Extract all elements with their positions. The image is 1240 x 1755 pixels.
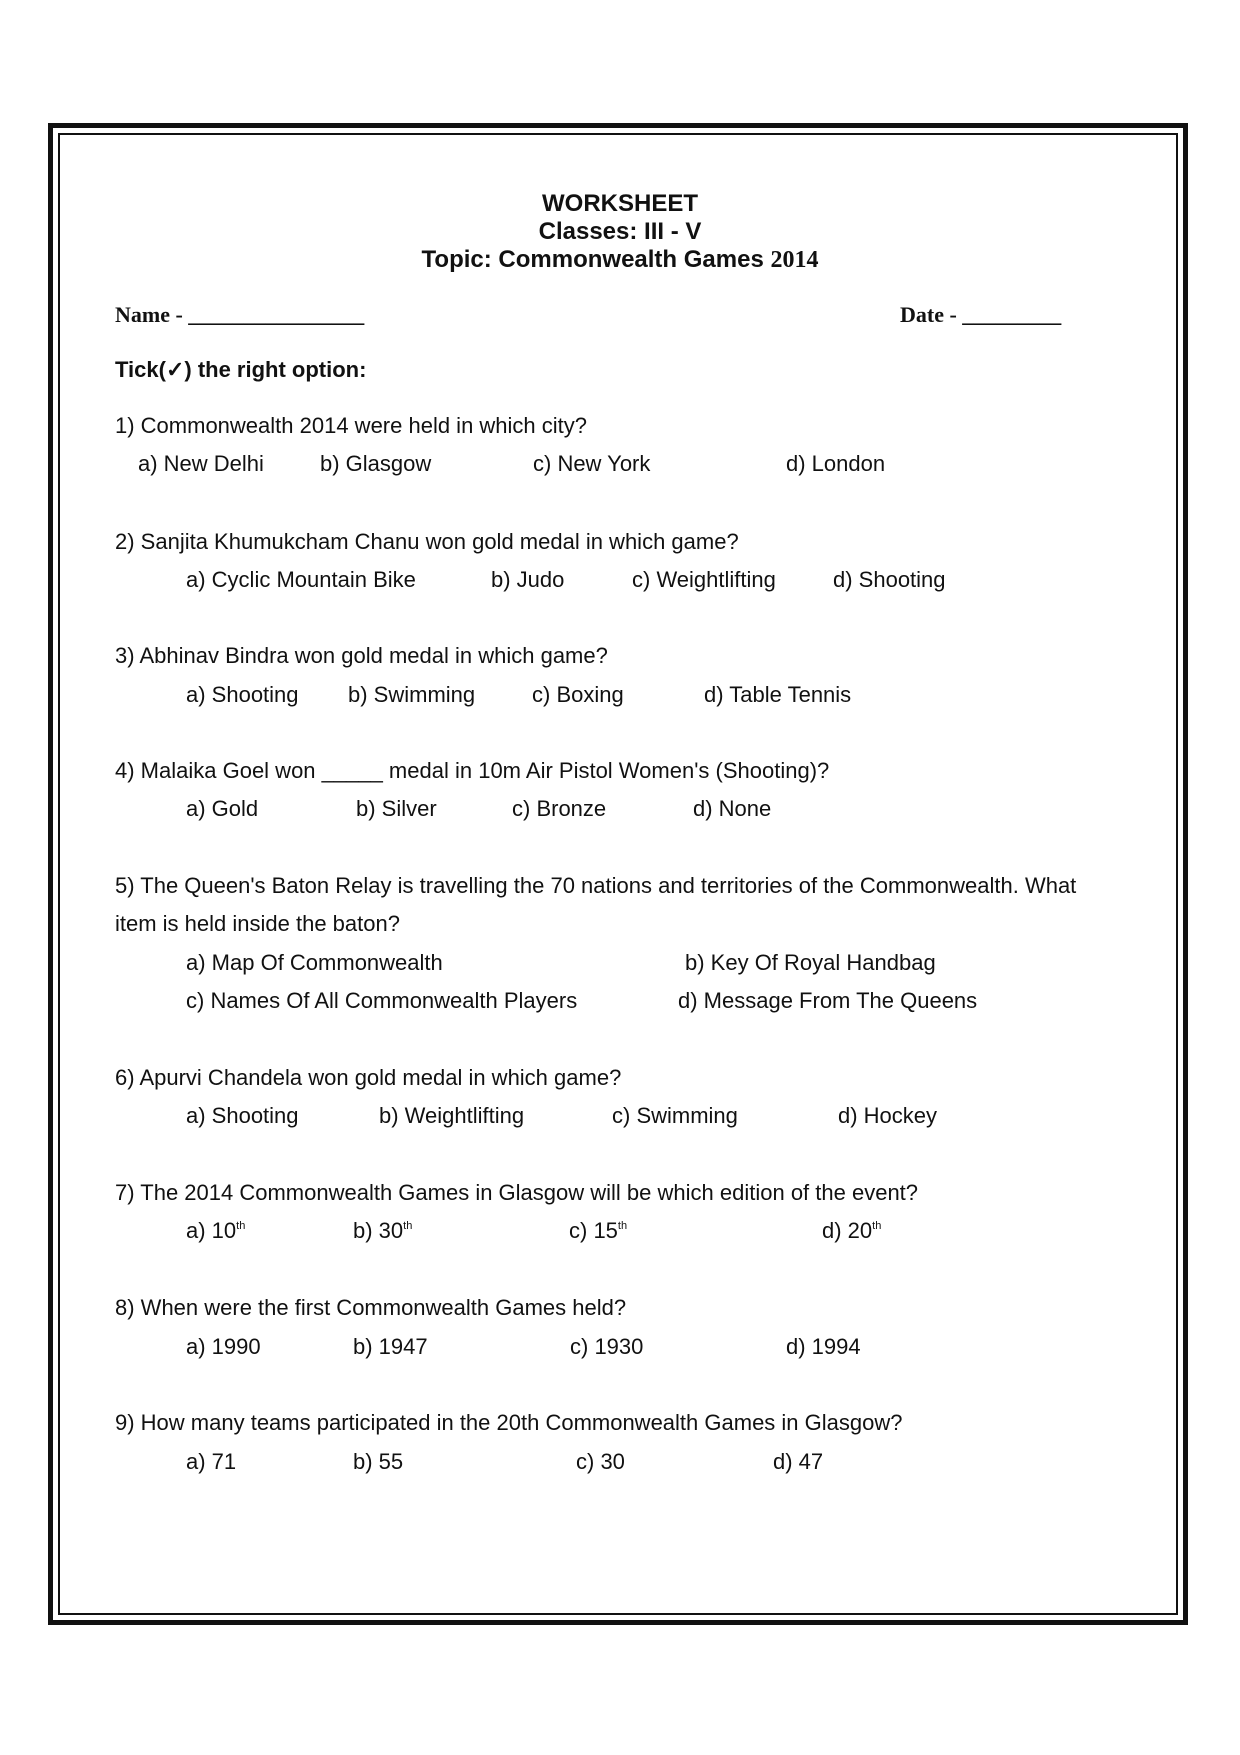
question-5: 5) The Queen's Baton Relay is travelling the 70 nations and territories of the Commonwealth. What xyxy=(115,873,1077,898)
q3-option-d[interactable]: d) Table Tennis xyxy=(704,682,852,707)
q1-option-c[interactable]: c) New York xyxy=(533,451,651,476)
q7-option-a-suffix: th xyxy=(236,1220,246,1232)
q7-option-d-label: d) 20 xyxy=(822,1218,873,1243)
q7-option-d[interactable] xyxy=(822,1218,881,1244)
q6-option-b[interactable]: b) Weightlifting xyxy=(379,1103,525,1128)
q5-option-a[interactable]: a) Map Of Commonwealth xyxy=(186,950,443,975)
q5-option-b[interactable]: b) Key Of Royal Handbag xyxy=(685,950,936,975)
q8-option-c[interactable]: c) 1930 xyxy=(570,1334,644,1359)
q8-option-a[interactable]: a) 1990 xyxy=(186,1334,261,1359)
q9-option-c[interactable]: c) 30 xyxy=(576,1449,625,1474)
question-6: 6) Apurvi Chandela won gold medal in which game? xyxy=(115,1065,622,1090)
q7-option-b[interactable] xyxy=(353,1218,412,1244)
q2-option-c[interactable]: c) Weightlifting xyxy=(632,567,776,592)
question-5-continued: item is held inside the baton? xyxy=(115,911,400,936)
q5-option-c[interactable]: c) Names Of All Commonwealth Players xyxy=(186,988,578,1013)
q9-option-b[interactable]: b) 55 xyxy=(353,1449,404,1474)
q1-option-d[interactable]: d) London xyxy=(786,451,886,476)
q7-option-b-label: b) 30 xyxy=(353,1218,404,1243)
q6-option-c[interactable]: c) Swimming xyxy=(612,1103,738,1128)
q9-option-d[interactable]: d) 47 xyxy=(773,1449,824,1474)
question-7: 7) The 2014 Commonwealth Games in Glasgow will be which edition of the event? xyxy=(115,1180,919,1205)
q3-option-c[interactable]: c) Boxing xyxy=(532,682,624,707)
q1-option-a[interactable]: a) New Delhi xyxy=(138,451,264,476)
worksheet-topic xyxy=(0,246,1240,274)
question-8: 8) When were the first Commonwealth Games held? xyxy=(115,1295,627,1320)
worksheet-classes: Classes: III - V xyxy=(538,218,702,245)
q2-option-b[interactable]: b) Judo xyxy=(491,567,565,592)
q3-option-b[interactable]: b) Swimming xyxy=(348,682,476,707)
q2-option-a[interactable]: a) Cyclic Mountain Bike xyxy=(186,567,416,592)
q6-option-d[interactable]: d) Hockey xyxy=(838,1103,938,1128)
q7-option-c[interactable] xyxy=(569,1218,627,1244)
question-9: 9) How many teams participated in the 20th Commonwealth Games in Glasgow? xyxy=(115,1410,903,1435)
date-field: Date - _________ xyxy=(900,302,1062,327)
q8-option-d[interactable]: d) 1994 xyxy=(786,1334,861,1359)
question-1: 1) Commonwealth 2014 were held in which city? xyxy=(115,413,588,438)
name-field: Name - ________________ xyxy=(115,302,365,327)
topic-text: Topic: Commonwealth Games xyxy=(421,246,771,273)
q2-option-d[interactable]: d) Shooting xyxy=(833,567,946,592)
q4-option-c[interactable]: c) Bronze xyxy=(512,796,607,821)
question-2: 2) Sanjita Khumukcham Chanu won gold medal in which game? xyxy=(115,529,739,554)
q5-option-d[interactable]: d) Message From The Queens xyxy=(678,988,978,1013)
q8-option-b[interactable]: b) 1947 xyxy=(353,1334,428,1359)
q4-option-b[interactable]: b) Silver xyxy=(356,796,437,821)
worksheet-title: WORKSHEET xyxy=(542,190,698,217)
q4-option-d[interactable]: d) None xyxy=(693,796,772,821)
question-4: 4) Malaika Goel won _____ medal in 10m Air Pistol Women's (Shooting)? xyxy=(115,758,830,783)
topic-year: 2014 xyxy=(770,247,819,273)
q7-option-a-label: a) 10 xyxy=(186,1218,237,1243)
q7-option-d-suffix: th xyxy=(872,1220,882,1232)
q4-option-a[interactable]: a) Gold xyxy=(186,796,259,821)
q7-option-a[interactable] xyxy=(186,1218,245,1244)
q9-option-a[interactable]: a) 71 xyxy=(186,1449,237,1474)
q3-option-a[interactable]: a) Shooting xyxy=(186,682,299,707)
instruction-heading: Tick(✓) the right option: xyxy=(115,357,367,382)
q7-option-c-suffix: th xyxy=(617,1220,628,1232)
q7-option-c-label: c) 15 xyxy=(569,1218,618,1243)
q6-option-a[interactable]: a) Shooting xyxy=(186,1103,299,1128)
q7-option-b-suffix: th xyxy=(403,1220,413,1232)
q1-option-b[interactable]: b) Glasgow xyxy=(320,451,432,476)
question-3: 3) Abhinav Bindra won gold medal in which game? xyxy=(115,643,608,668)
